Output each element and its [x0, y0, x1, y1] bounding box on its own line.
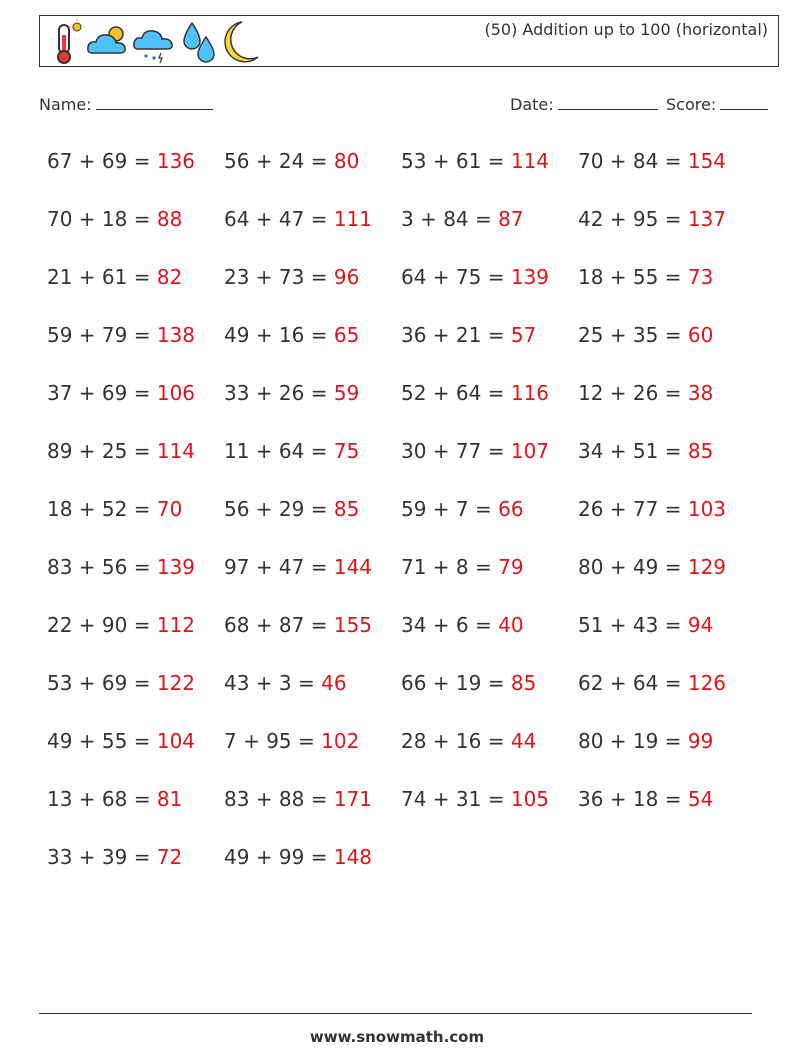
problem-answer: 87: [498, 207, 524, 231]
problem-item: [47, 375, 224, 433]
date-label: Date:: [510, 95, 554, 114]
problem-item: [47, 723, 224, 781]
problem-question: 13 + 68 =: [47, 787, 151, 811]
weather-icons: [50, 19, 260, 65]
problem-question: 71 + 8 =: [401, 555, 492, 579]
problem-answer: 38: [687, 381, 714, 405]
problem-item: [224, 317, 401, 375]
thermometer-sun-icon: [50, 19, 84, 65]
problem-question: 89 + 25 =: [47, 439, 151, 463]
problem-question: 18 + 55 =: [578, 265, 682, 289]
problem-question: 49 + 55 =: [47, 729, 151, 753]
problem-question: 33 + 26 =: [224, 381, 328, 405]
score-line[interactable]: [720, 93, 768, 110]
problem-answer: 104: [156, 729, 196, 753]
worksheet-title: (50) Addition up to 100 (horizontal): [484, 20, 768, 39]
problem-answer: 46: [321, 671, 347, 695]
problem-item: [47, 839, 224, 897]
problem-question: 21 + 61 =: [47, 265, 151, 289]
problem-item: [401, 143, 578, 201]
problem-answer: 137: [687, 207, 727, 231]
problem-item: [47, 433, 224, 491]
problem-question: 11 + 64 =: [224, 439, 328, 463]
problem-item: [224, 781, 401, 839]
footer-divider: [39, 1013, 752, 1014]
problem-question: 28 + 16 =: [401, 729, 505, 753]
problem-question: 3 + 84 =: [401, 207, 492, 231]
problem-item: [224, 143, 401, 201]
problem-item: [224, 607, 401, 665]
problem-answer: 139: [156, 555, 196, 579]
name-field: [39, 93, 213, 114]
problem-answer: 171: [333, 787, 373, 811]
problem-question: 51 + 43 =: [578, 613, 682, 637]
problem-answer: 144: [333, 555, 373, 579]
problem-answer: 80: [333, 149, 360, 173]
problem-answer: 99: [687, 729, 714, 753]
problem-item: [578, 491, 755, 549]
problem-item: [224, 375, 401, 433]
problem-item: [47, 201, 224, 259]
problem-question: 12 + 26 =: [578, 381, 682, 405]
problem-answer: 155: [333, 613, 373, 637]
problem-item: [224, 201, 401, 259]
problem-question: 56 + 24 =: [224, 149, 328, 173]
problem-answer: 148: [333, 845, 373, 869]
problem-answer: 126: [687, 671, 727, 695]
problem-item: [578, 549, 755, 607]
problem-item: [47, 491, 224, 549]
problem-question: 25 + 35 =: [578, 323, 682, 347]
problem-item: [47, 143, 224, 201]
problem-item: [401, 259, 578, 317]
cloud-rain-icon: [132, 19, 178, 65]
name-line[interactable]: [96, 93, 213, 110]
problem-answer: 136: [156, 149, 196, 173]
problem-item: [224, 433, 401, 491]
problem-item: [401, 781, 578, 839]
problem-item: [401, 491, 578, 549]
problem-item: [578, 665, 755, 723]
date-field: [510, 93, 658, 114]
problem-item: [224, 839, 401, 897]
problem-answer: 73: [687, 265, 714, 289]
problem-answer: 88: [156, 207, 183, 231]
problem-item: [47, 549, 224, 607]
problem-question: 64 + 47 =: [224, 207, 328, 231]
problem-question: 36 + 18 =: [578, 787, 682, 811]
name-label: Name:: [39, 95, 92, 114]
problem-answer: 81: [156, 787, 183, 811]
problem-question: 34 + 6 =: [401, 613, 492, 637]
problem-question: 53 + 61 =: [401, 149, 505, 173]
problem-item: [401, 723, 578, 781]
problem-answer: 65: [333, 323, 360, 347]
problem-item: [47, 607, 224, 665]
water-drops-icon: [180, 19, 218, 65]
problem-question: 33 + 39 =: [47, 845, 151, 869]
problem-item: [224, 665, 401, 723]
score-field: [666, 93, 768, 114]
problem-question: 49 + 16 =: [224, 323, 328, 347]
problem-answer: 103: [687, 497, 727, 521]
problem-question: 23 + 73 =: [224, 265, 328, 289]
problem-answer: 154: [687, 149, 727, 173]
problem-item: [401, 375, 578, 433]
problem-answer: 72: [156, 845, 183, 869]
problem-item: [47, 665, 224, 723]
problem-answer: 57: [510, 323, 537, 347]
problem-item: [224, 259, 401, 317]
problem-question: 52 + 64 =: [401, 381, 505, 405]
problem-answer: 116: [510, 381, 550, 405]
score-label: Score:: [666, 95, 717, 114]
problem-item: [578, 723, 755, 781]
problem-answer: 59: [333, 381, 360, 405]
problem-question: 68 + 87 =: [224, 613, 328, 637]
problem-item: [224, 491, 401, 549]
problem-answer: 106: [156, 381, 196, 405]
problem-answer: 96: [333, 265, 360, 289]
problem-question: 80 + 49 =: [578, 555, 682, 579]
problem-answer: 60: [687, 323, 714, 347]
problem-item: [47, 259, 224, 317]
problem-answer: 114: [510, 149, 550, 173]
cloud-sun-icon: [86, 19, 130, 65]
problem-answer: 139: [510, 265, 550, 289]
problem-item: [578, 143, 755, 201]
problem-item: [578, 781, 755, 839]
problem-question: 49 + 99 =: [224, 845, 328, 869]
problem-question: 42 + 95 =: [578, 207, 682, 231]
problem-question: 34 + 51 =: [578, 439, 682, 463]
problem-answer: 70: [156, 497, 183, 521]
problem-question: 83 + 56 =: [47, 555, 151, 579]
problem-item: [578, 317, 755, 375]
problem-question: 43 + 3 =: [224, 671, 315, 695]
problem-item: [578, 607, 755, 665]
problem-answer: 85: [510, 671, 537, 695]
problem-question: 7 + 95 =: [224, 729, 315, 753]
problem-item: [401, 607, 578, 665]
problem-question: 67 + 69 =: [47, 149, 151, 173]
problem-question: 36 + 21 =: [401, 323, 505, 347]
problem-question: 26 + 77 =: [578, 497, 682, 521]
problem-question: 62 + 64 =: [578, 671, 682, 695]
problem-answer: 138: [156, 323, 196, 347]
problem-answer: 85: [687, 439, 714, 463]
problem-item: [578, 259, 755, 317]
problem-item: [401, 201, 578, 259]
problem-question: 59 + 7 =: [401, 497, 492, 521]
problem-answer: 105: [510, 787, 550, 811]
problem-answer: 85: [333, 497, 360, 521]
worksheet-header: [39, 15, 779, 67]
problem-answer: 107: [510, 439, 550, 463]
problem-question: 64 + 75 =: [401, 265, 505, 289]
crescent-moon-icon: [220, 19, 260, 65]
problem-item: [401, 317, 578, 375]
problem-item: [578, 433, 755, 491]
problem-question: 18 + 52 =: [47, 497, 151, 521]
problem-question: 70 + 18 =: [47, 207, 151, 231]
problem-item: [578, 375, 755, 433]
date-line[interactable]: [558, 93, 658, 110]
problem-answer: 66: [498, 497, 524, 521]
problem-item: [47, 317, 224, 375]
problem-question: 59 + 79 =: [47, 323, 151, 347]
footer-site: www.snowmath.com: [309, 1028, 485, 1046]
problem-question: 97 + 47 =: [224, 555, 328, 579]
problem-question: 53 + 69 =: [47, 671, 151, 695]
problem-question: 30 + 77 =: [401, 439, 505, 463]
problem-answer: 122: [156, 671, 196, 695]
problem-answer: 129: [687, 555, 727, 579]
problem-item: [224, 549, 401, 607]
problem-question: 74 + 31 =: [401, 787, 505, 811]
problem-answer: 94: [687, 613, 714, 637]
problem-answer: 102: [321, 729, 360, 753]
problem-answer: 75: [333, 439, 360, 463]
problem-item: [401, 549, 578, 607]
problem-item: [401, 433, 578, 491]
problem-answer: 112: [156, 613, 196, 637]
problem-question: 83 + 88 =: [224, 787, 328, 811]
problem-question: 70 + 84 =: [578, 149, 682, 173]
problem-item: [47, 781, 224, 839]
problem-grid: [47, 143, 757, 897]
problem-answer: 79: [498, 555, 524, 579]
problem-item: [224, 723, 401, 781]
problem-answer: 111: [333, 207, 373, 231]
problem-answer: 82: [156, 265, 183, 289]
problem-item: [578, 201, 755, 259]
problem-question: 80 + 19 =: [578, 729, 682, 753]
problem-question: 37 + 69 =: [47, 381, 151, 405]
problem-answer: 40: [498, 613, 524, 637]
problem-answer: 54: [687, 787, 714, 811]
problem-item: [401, 665, 578, 723]
problem-question: 22 + 90 =: [47, 613, 151, 637]
problem-question: 66 + 19 =: [401, 671, 505, 695]
problem-question: 56 + 29 =: [224, 497, 328, 521]
problem-answer: 114: [156, 439, 196, 463]
problem-answer: 44: [510, 729, 537, 753]
